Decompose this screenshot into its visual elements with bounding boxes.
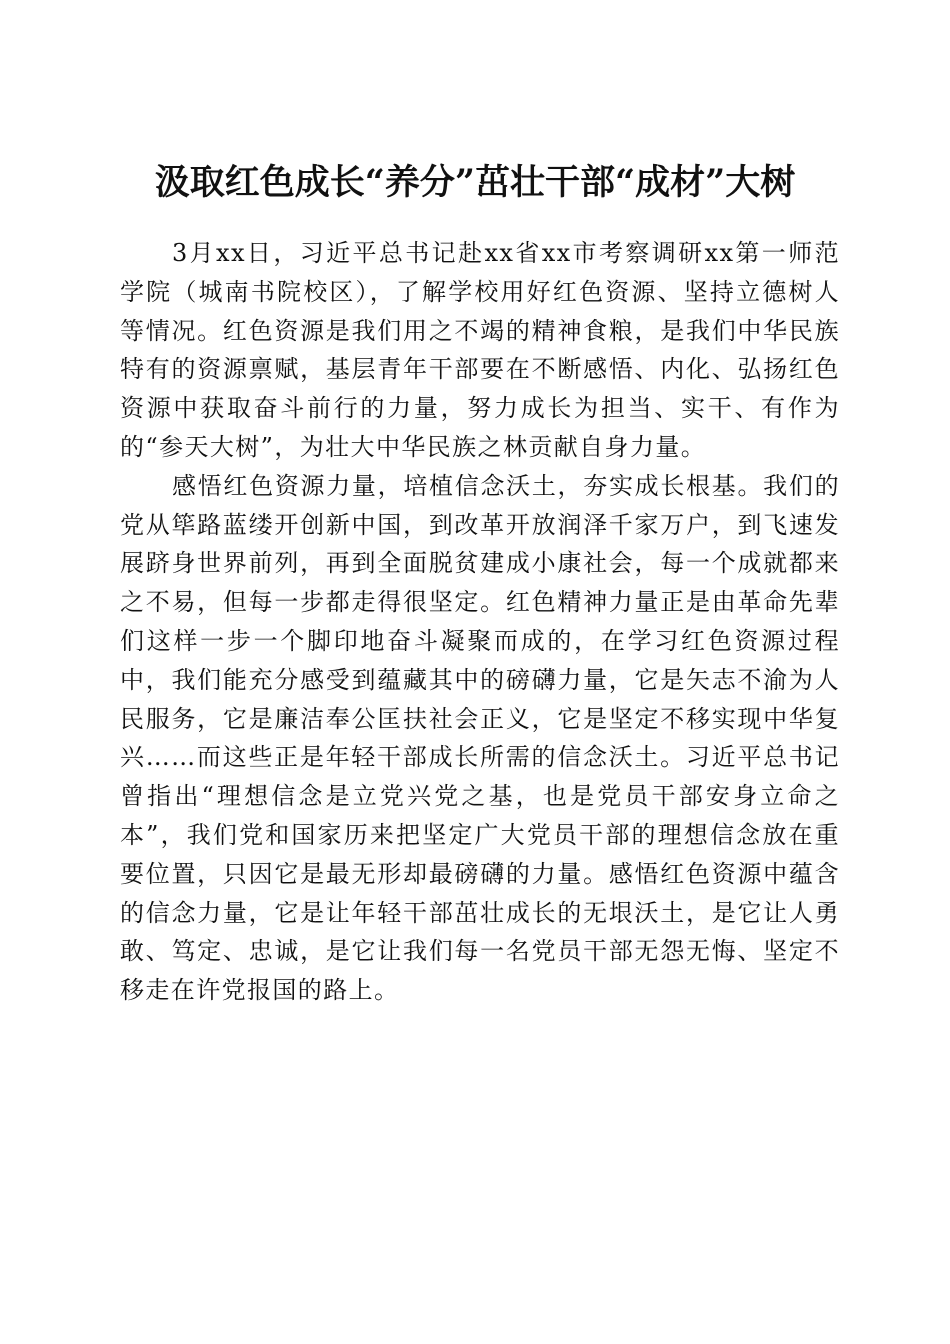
paragraph-belief-soil: 感悟红色资源力量，培植信念沃土，夯实成长根基。我们的党从筚路蓝缕开创新中国，到改革开放润泽千家万户，到飞速发展跻身世界前列，再到全面脱贫建成小康社会，每一个成就都来之不易，但每一步都走得很坚定。红色精神力量正是由革命先辈们这样一步一个脚印地奋斗凝聚而成的，在学习红色资源过程中，我们能充分感受到蕴藏其中的磅礴力量，它是矢志不渝为人民服务，它是廉洁奉公匡扶社会正义，它是坚定不移实现中华复兴……而这些正是年轻干部成长所需的信念沃土。习近平总书记曾指出“理想信念是立党兴党之基，也是党员干部安身立命之本”，我们党和国家历来把坚定广大党员干部的理想信念放在重要位置，只因它是最无形却最磅礴的力量。感悟红色资源中蕴含的信念力量，它是让年轻干部茁壮成长的无垠沃土，是它让人勇敢、笃定、忠诚，是它让我们每一名党员干部无怨无悔、坚定不移走在许党报国的路上。: [120, 471, 840, 1005]
document-title: 汲取红色成长“养分”茁壮干部“成材”大树: [154, 162, 796, 204]
document-body: [120, 234, 840, 1010]
paragraph-intro: 3月xx日，习近平总书记赴xx省xx市考察调研xx第一师范学院（城南书院校区），了解学校用好红色资源、坚持立德树人等情况。红色资源是我们用之不竭的精神食粮，是我们中华民族特有的资源禀赋，基层青年干部要在不断感悟、内化、弘扬红色资源中获取奋斗前行的力量，努力成长为担当、实干、有作为的“参天大树”，为壮大中华民族之林贡献自身力量。: [120, 239, 840, 461]
